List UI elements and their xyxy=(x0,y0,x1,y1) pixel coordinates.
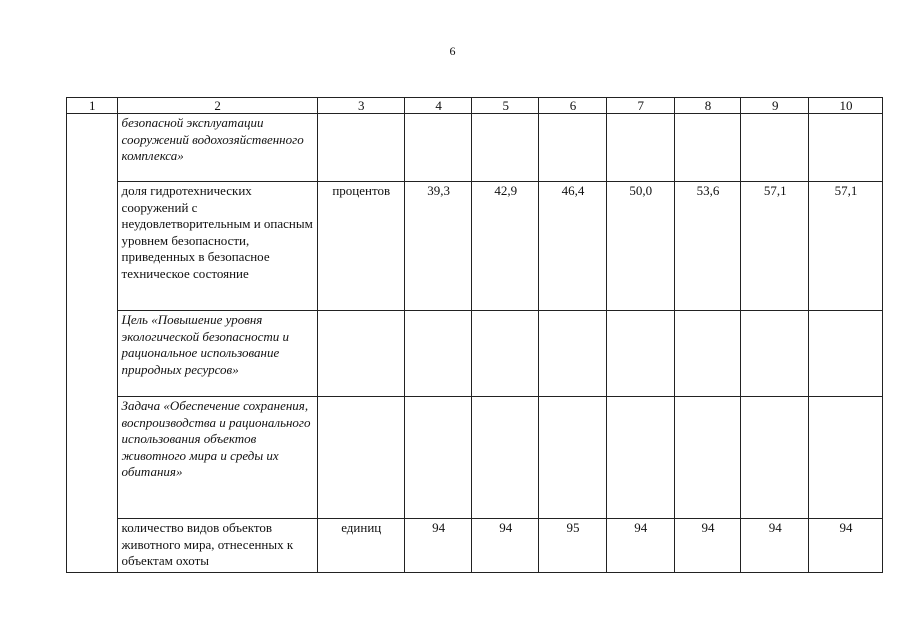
value-cell xyxy=(809,397,883,519)
value-cell xyxy=(539,311,607,397)
value-cell: 39,3 xyxy=(404,182,472,311)
header-cell: 10 xyxy=(809,98,883,114)
header-cell: 4 xyxy=(404,98,472,114)
unit-cell xyxy=(317,114,404,182)
value-cell xyxy=(741,311,809,397)
value-cell xyxy=(404,397,472,519)
value-cell xyxy=(674,311,741,397)
value-cell xyxy=(674,114,741,182)
header-cell: 7 xyxy=(606,98,674,114)
value-cell: 94 xyxy=(472,519,539,573)
table-row xyxy=(67,397,883,519)
value-cell xyxy=(404,114,472,182)
value-cell: 95 xyxy=(539,519,607,573)
table-row xyxy=(67,182,883,311)
table-row xyxy=(67,114,883,182)
value-cell: 94 xyxy=(404,519,472,573)
indicator-name: количество видов объектов животного мира, отнесенных к объектам охоты xyxy=(117,519,317,573)
row-number-cell xyxy=(67,114,118,573)
value-cell: 94 xyxy=(741,519,809,573)
value-cell xyxy=(472,114,539,182)
value-cell xyxy=(539,397,607,519)
indicator-name: Задача «Обеспечение сохранения, воспроизводства и рационального использования объектов животного мира и среды их обитания» xyxy=(117,397,317,519)
table-row xyxy=(67,311,883,397)
value-cell xyxy=(674,397,741,519)
value-cell xyxy=(472,311,539,397)
value-cell: 53,6 xyxy=(674,182,741,311)
table-header-row xyxy=(67,98,883,114)
unit-cell: единиц xyxy=(317,519,404,573)
indicator-name: безопасной эксплуатации сооружений водохозяйственного комплекса» xyxy=(117,114,317,182)
header-cell: 5 xyxy=(472,98,539,114)
indicator-name: доля гидротехнических сооружений с неудовлетворительным и опасным уровнем безопасности, приведенных в безопасное техническое состояние xyxy=(117,182,317,311)
value-cell: 57,1 xyxy=(809,182,883,311)
unit-cell: процентов xyxy=(317,182,404,311)
value-cell xyxy=(404,311,472,397)
value-cell: 94 xyxy=(606,519,674,573)
value-cell xyxy=(809,311,883,397)
value-cell: 57,1 xyxy=(741,182,809,311)
value-cell: 94 xyxy=(674,519,741,573)
header-cell: 2 xyxy=(117,98,317,114)
value-cell xyxy=(539,114,607,182)
page-number: 6 xyxy=(449,44,456,58)
value-cell: 50,0 xyxy=(606,182,674,311)
indicator-table xyxy=(66,97,883,573)
value-cell xyxy=(809,114,883,182)
value-cell xyxy=(741,114,809,182)
header-cell: 1 xyxy=(67,98,118,114)
value-cell: 42,9 xyxy=(472,182,539,311)
value-cell: 94 xyxy=(809,519,883,573)
header-cell: 3 xyxy=(317,98,404,114)
unit-cell xyxy=(317,311,404,397)
value-cell xyxy=(606,397,674,519)
table-row xyxy=(67,519,883,573)
unit-cell xyxy=(317,397,404,519)
value-cell xyxy=(606,114,674,182)
header-cell: 6 xyxy=(539,98,607,114)
header-cell: 9 xyxy=(741,98,809,114)
value-cell xyxy=(741,397,809,519)
value-cell xyxy=(606,311,674,397)
value-cell xyxy=(472,397,539,519)
value-cell: 46,4 xyxy=(539,182,607,311)
header-cell: 8 xyxy=(674,98,741,114)
indicator-name: Цель «Повышение уровня экологической безопасности и рациональное использование природных ресурсов» xyxy=(117,311,317,397)
